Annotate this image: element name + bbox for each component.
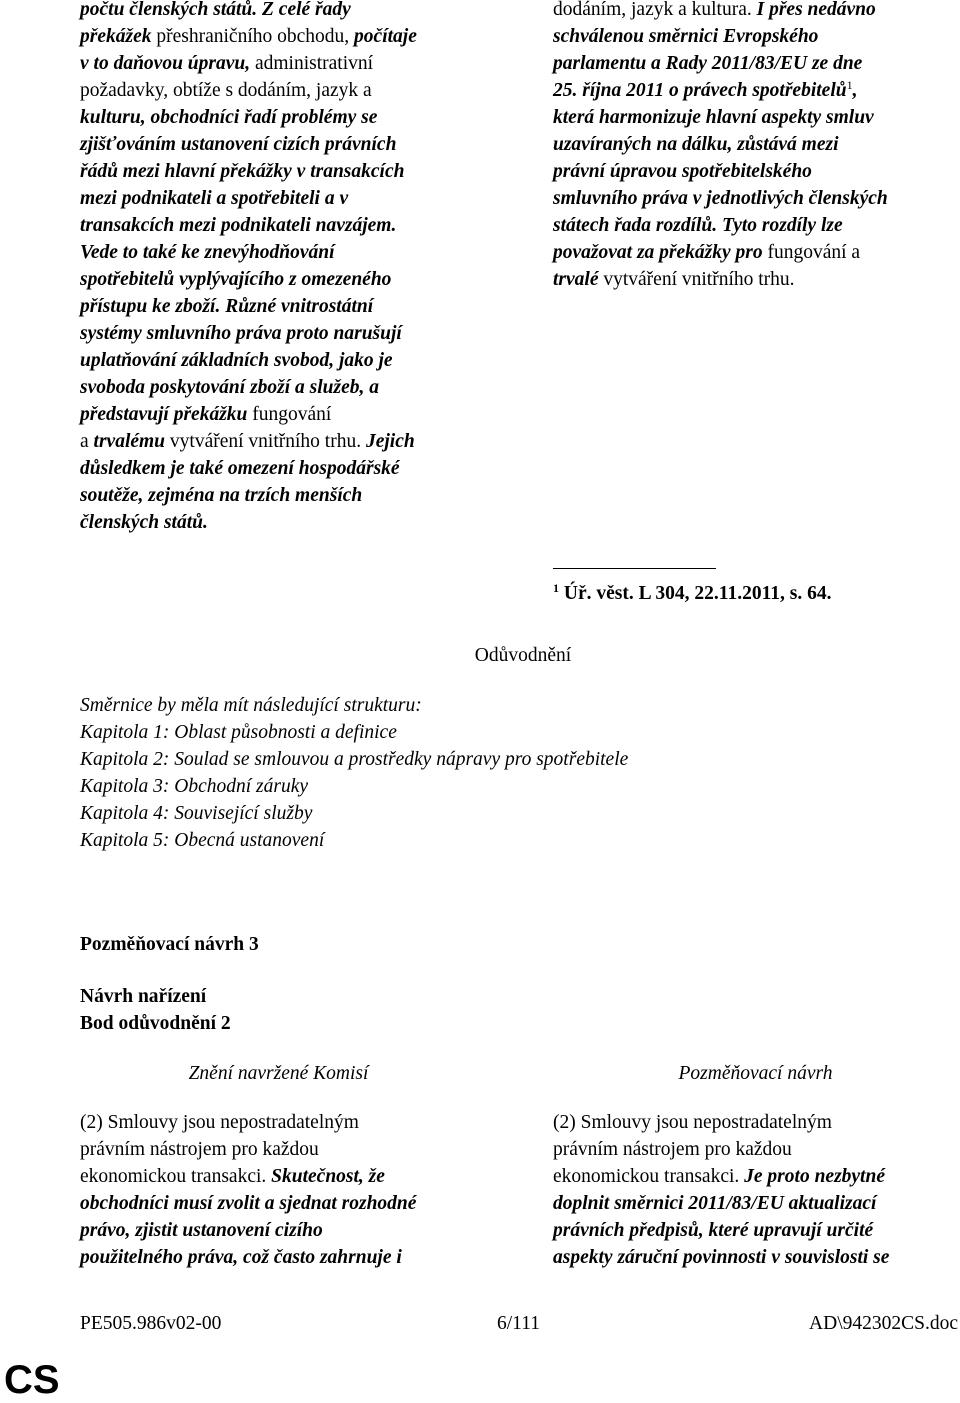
footnote-separator [553,568,716,569]
text-line [80,185,510,212]
text-line [80,1136,510,1163]
text-run: Jejich [365,431,415,452]
text-run: vytváření vnitřního trhu. [598,269,795,290]
text-run: mezi podnikateli a spotřebiteli a v [80,188,349,209]
text-run: požadavky, obtíže s dodáním, jazyk a [80,80,372,101]
text-run: počítaje [354,26,417,47]
text-line [80,104,510,131]
text-run: Vede to také ke znevýhodňování [80,242,335,263]
text-line [553,0,958,23]
structure-line: Směrnice by měla mít následující strukturu: [80,695,422,716]
text-line [80,293,510,320]
text-line [80,77,510,104]
left-column-text [80,0,510,536]
text-line [80,23,510,50]
text-run: aspekty záruční povinnosti v souvislosti se [553,1247,890,1268]
footnote [553,580,831,607]
document-reference: PE505.986v02-00 [80,1313,222,1334]
text-line [80,158,510,185]
structure-line: Kapitola 5: Obecná ustanovení [80,830,325,851]
text-line [80,347,510,374]
page-number: 6/111 [497,1313,540,1334]
text-run: parlamentu a Rady 2011/83/EU ze dne [553,53,863,74]
text-line [80,131,510,158]
text-run: přeshraničního obchodu, [151,26,355,47]
justification-structure [80,692,628,854]
text-line [553,1217,958,1244]
justification-heading: Odůvodnění [474,645,572,666]
structure-line: Kapitola 3: Obchodní záruky [80,776,309,797]
text-line [553,1244,958,1271]
text-line [553,239,958,266]
text-run: Je proto nezbytné [744,1166,885,1187]
text-run: uzavíraných na dálku, zůstává mezi [553,134,839,155]
amendment-text-cell [553,1109,958,1271]
text-run: přístupu ke zboží. Různé vnitrostátní [80,296,374,317]
text-line [553,77,958,104]
text-line [553,158,958,185]
file-name: AD\942302CS.doc [809,1313,958,1334]
commission-text-cell [80,1109,510,1271]
text-line [80,1244,510,1271]
text-run: trvalé [553,269,599,290]
text-run: schválenou směrnici Evropského [553,26,819,47]
text-run: členských států. [80,512,208,533]
amendment-heading: Pozměňovací návrh [678,1063,833,1084]
text-line [553,1109,958,1136]
text-run: ekonomickou transakci. [80,1166,272,1187]
text-run: právním nástrojem pro každou [80,1139,319,1160]
text-line [80,482,510,509]
text-run: považovat za překážky pro [553,242,763,263]
text-run: použitelného práva, což často zahrnuje i [80,1247,402,1268]
text-line [553,50,958,77]
text-run: právo, zjistit ustanovení cizího [80,1220,323,1241]
proposal-line: Bod odůvodnění 2 [80,1013,231,1034]
text-run: která harmonizuje hlavní aspekty smluv [553,107,874,128]
structure-line: Kapitola 4: Související služby [80,803,313,824]
right-column-text [553,0,958,293]
text-run: fungování a [762,242,861,263]
footnote-number: 1 [553,581,559,595]
text-run: důsledkem je také omezení hospodářské [80,458,400,479]
text-run: 25. října 2011 o právech spotřebitelů [553,80,847,101]
text-line [80,401,510,428]
text-run: trvalému [93,431,166,452]
text-line [80,239,510,266]
footnote-text: Úř. věst. L 304, 22.11.2011, s. 64. [559,583,832,604]
proposal-reference [80,983,231,1037]
text-run: představují překážku [80,404,248,425]
text-run: kulturu, obchodníci řadí problémy se [80,107,378,128]
text-run: administrativní [250,53,374,74]
text-line [553,104,958,131]
footnote-ref: 1 [846,78,853,92]
text-line [80,212,510,239]
text-line [80,1163,510,1190]
text-run: řádů mezi hlavní překážky v transakcích [80,161,405,182]
text-run: překážek [80,26,152,47]
text-run: soutěže, zejména na trzích menších [80,485,363,506]
text-run: právní úpravou spotřebitelského [553,161,812,182]
text-run: Skutečnost, že [271,1166,385,1187]
text-run: dodáním, jazyk a kultura. [553,0,757,20]
text-run: ekonomickou transakci. [553,1166,745,1187]
text-line [80,0,510,23]
text-run: (2) Smlouvy jsou nepostradatelným [553,1112,832,1133]
proposal-line: Návrh nařízení [80,986,207,1007]
text-line [80,455,510,482]
text-line [553,185,958,212]
text-line [553,131,958,158]
text-run: doplnit směrnici 2011/83/EU aktualizací [553,1193,877,1214]
text-run: transakcích mezi podnikateli navzájem. [80,215,397,236]
text-run: uplatňování základních svobod, jako je [80,350,393,371]
text-line [553,1136,958,1163]
text-line [553,23,958,50]
text-line [553,1190,958,1217]
text-run: počtu členských států. Z celé řady [80,0,351,20]
amendment-title: Pozměňovací návrh 3 [80,934,259,955]
text-line [80,428,510,455]
text-run: obchodníci musí zvolit a sjednat rozhodné [80,1193,417,1214]
text-line [553,1163,958,1190]
text-run: svoboda poskytování zboží a služeb, a [80,377,380,398]
text-line [80,1190,510,1217]
text-run: (2) Smlouvy jsou nepostradatelným [80,1112,359,1133]
text-line [80,509,510,536]
text-run: zjišťováním ustanovení cizích právních [80,134,397,155]
text-line [80,1217,510,1244]
text-line [553,212,958,239]
text-run: I přes nedávno [756,0,876,20]
text-line [80,1109,510,1136]
text-line [80,374,510,401]
text-run: , [852,80,858,101]
text-line [80,266,510,293]
text-line [553,266,958,293]
page-footer [0,1310,960,1337]
structure-line: Kapitola 2: Soulad se smlouvou a prostředky nápravy pro spotřebitele [80,749,629,770]
text-line [80,320,510,347]
language-code: CS [4,1358,60,1402]
commission-text-heading: Znění navržené Komisí [188,1063,369,1084]
text-run: smluvního práva v jednotlivých členských [553,188,888,209]
text-line [80,50,510,77]
text-run: právním nástrojem pro každou [553,1139,792,1160]
text-run: systémy smluvního práva proto narušují [80,323,402,344]
text-run: státech řada rozdílů. Tyto rozdíly lze [553,215,843,236]
text-run: spotřebitelů vyplývajícího z omezeného [80,269,392,290]
text-run: v to daňovou úpravu, [80,53,251,74]
text-run: a [80,431,94,452]
text-run: fungování [247,404,332,425]
structure-line: Kapitola 1: Oblast působnosti a definice [80,722,397,743]
text-run: právních předpisů, které upravují určité [553,1220,874,1241]
text-run: vytváření vnitřního trhu. [165,431,366,452]
